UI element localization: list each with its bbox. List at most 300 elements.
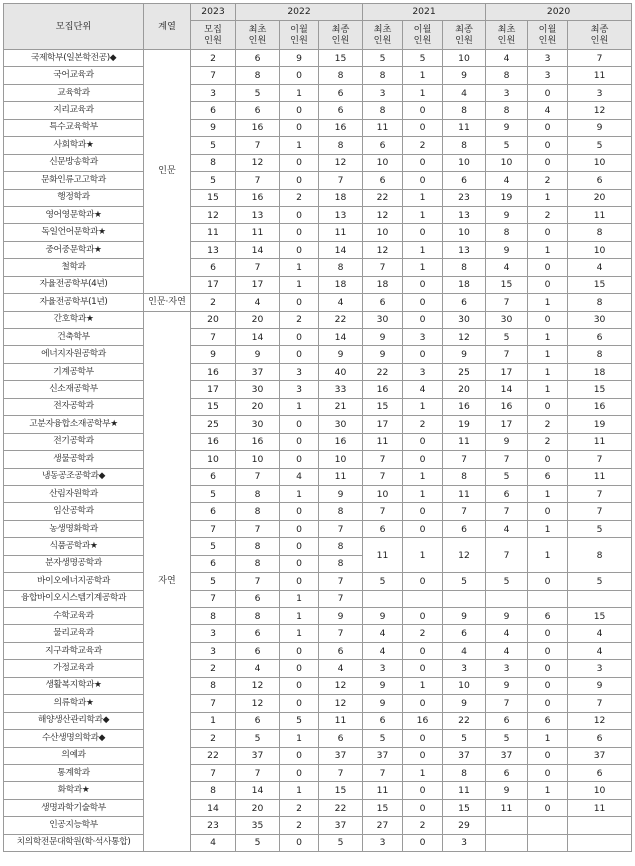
value-cell: 0 bbox=[403, 276, 443, 293]
value-cell: 40 bbox=[319, 363, 363, 380]
value-cell: 30 bbox=[363, 311, 403, 328]
value-cell: 7 bbox=[191, 67, 236, 84]
dept-name: 치의학전문대학원(학·석사통합) bbox=[4, 834, 144, 851]
value-cell: 4 bbox=[280, 468, 319, 485]
value-cell: 4 bbox=[486, 172, 528, 189]
value-cell: 4 bbox=[568, 625, 632, 642]
table-row bbox=[4, 660, 632, 677]
value-cell: 37 bbox=[236, 363, 280, 380]
value-cell: 16 bbox=[236, 189, 280, 206]
value-cell: 6 bbox=[236, 590, 280, 607]
value-cell: 1 bbox=[403, 468, 443, 485]
value-cell bbox=[528, 834, 568, 851]
value-cell: 2 bbox=[528, 416, 568, 433]
value-cell: 2 bbox=[280, 799, 319, 816]
value-cell: 8 bbox=[486, 102, 528, 119]
value-cell: 18 bbox=[363, 276, 403, 293]
header-final-2022: 최종 인원 bbox=[319, 21, 363, 50]
value-cell: 6 bbox=[443, 625, 486, 642]
value-cell: 8 bbox=[486, 67, 528, 84]
value-cell: 19 bbox=[568, 416, 632, 433]
value-cell: 17 bbox=[363, 416, 403, 433]
value-cell: 11 bbox=[319, 224, 363, 241]
value-cell: 30 bbox=[486, 311, 528, 328]
value-cell: 3 bbox=[403, 329, 443, 346]
dept-name: 바이오에너지공학과 bbox=[4, 573, 144, 590]
header-initial-2020: 최초 인원 bbox=[486, 21, 528, 50]
value-cell: 0 bbox=[403, 782, 443, 799]
table-row bbox=[4, 503, 632, 520]
table-row bbox=[4, 154, 632, 171]
value-cell: 7 bbox=[319, 625, 363, 642]
value-cell: 9 bbox=[443, 695, 486, 712]
table-row bbox=[4, 346, 632, 363]
value-cell: 4 bbox=[486, 259, 528, 276]
value-cell: 8 bbox=[486, 224, 528, 241]
value-cell: 15 bbox=[486, 276, 528, 293]
table-row bbox=[4, 433, 632, 450]
dept-name: 영어영문학과★ bbox=[4, 206, 144, 223]
value-cell: 6 bbox=[568, 730, 632, 747]
dept-name: 전자공학과 bbox=[4, 398, 144, 415]
value-cell: 2 bbox=[403, 416, 443, 433]
value-cell: 1 bbox=[528, 538, 568, 573]
value-cell: 3 bbox=[528, 67, 568, 84]
dept-name: 생물공학과 bbox=[4, 451, 144, 468]
value-cell: 1 bbox=[528, 346, 568, 363]
dept-name: 간호학과★ bbox=[4, 311, 144, 328]
value-cell: 0 bbox=[528, 276, 568, 293]
value-cell: 4 bbox=[486, 520, 528, 537]
value-cell: 0 bbox=[280, 294, 319, 311]
table-row bbox=[4, 642, 632, 659]
value-cell: 5 bbox=[486, 730, 528, 747]
value-cell: 11 bbox=[191, 224, 236, 241]
value-cell: 20 bbox=[236, 311, 280, 328]
value-cell: 0 bbox=[528, 84, 568, 101]
value-cell: 3 bbox=[191, 642, 236, 659]
value-cell: 10 bbox=[443, 50, 486, 67]
value-cell: 12 bbox=[236, 695, 280, 712]
value-cell: 10 bbox=[236, 451, 280, 468]
header-initial-2022: 최초 인원 bbox=[236, 21, 280, 50]
value-cell: 0 bbox=[280, 695, 319, 712]
value-cell: 11 bbox=[236, 224, 280, 241]
value-cell: 1 bbox=[280, 590, 319, 607]
header-final-2021: 최종 인원 bbox=[443, 21, 486, 50]
value-cell: 13 bbox=[319, 206, 363, 223]
value-cell: 4 bbox=[363, 642, 403, 659]
value-cell: 1 bbox=[528, 189, 568, 206]
value-cell: 11 bbox=[319, 712, 363, 729]
value-cell: 8 bbox=[319, 67, 363, 84]
value-cell: 12 bbox=[363, 206, 403, 223]
value-cell: 1 bbox=[403, 398, 443, 415]
value-cell: 8 bbox=[319, 503, 363, 520]
value-cell: 7 bbox=[486, 503, 528, 520]
value-cell: 3 bbox=[280, 363, 319, 380]
header-dept: 모집단위 bbox=[4, 4, 144, 50]
value-cell: 10 bbox=[363, 224, 403, 241]
value-cell: 5 bbox=[568, 137, 632, 154]
table-row bbox=[4, 276, 632, 293]
value-cell: 10 bbox=[443, 677, 486, 694]
value-cell: 11 bbox=[568, 468, 632, 485]
value-cell: 0 bbox=[280, 573, 319, 590]
dept-name: 중어중문학과★ bbox=[4, 241, 144, 258]
value-cell: 0 bbox=[403, 608, 443, 625]
value-cell: 10 bbox=[568, 154, 632, 171]
value-cell: 8 bbox=[236, 608, 280, 625]
value-cell: 0 bbox=[280, 747, 319, 764]
value-cell: 30 bbox=[443, 311, 486, 328]
value-cell: 11 bbox=[319, 468, 363, 485]
value-cell: 9 bbox=[191, 119, 236, 136]
value-cell: 5 bbox=[236, 84, 280, 101]
value-cell: 0 bbox=[403, 451, 443, 468]
table-row bbox=[4, 381, 632, 398]
value-cell: 0 bbox=[280, 67, 319, 84]
value-cell: 1 bbox=[403, 538, 443, 573]
table-row bbox=[4, 224, 632, 241]
value-cell: 1 bbox=[528, 294, 568, 311]
table-row bbox=[4, 834, 632, 851]
value-cell: 12 bbox=[568, 712, 632, 729]
table-row bbox=[4, 416, 632, 433]
table-row bbox=[4, 84, 632, 101]
value-cell: 1 bbox=[191, 712, 236, 729]
value-cell: 4 bbox=[319, 294, 363, 311]
value-cell: 7 bbox=[568, 503, 632, 520]
value-cell: 25 bbox=[443, 363, 486, 380]
dept-name: 생활복지학과★ bbox=[4, 677, 144, 694]
dept-name: 통계학과 bbox=[4, 764, 144, 781]
value-cell: 7 bbox=[319, 520, 363, 537]
dept-name: 행정학과 bbox=[4, 189, 144, 206]
value-cell: 16 bbox=[191, 433, 236, 450]
value-cell: 16 bbox=[319, 433, 363, 450]
value-cell: 15 bbox=[319, 782, 363, 799]
table-row bbox=[4, 259, 632, 276]
value-cell: 0 bbox=[528, 398, 568, 415]
value-cell: 8 bbox=[236, 503, 280, 520]
value-cell: 0 bbox=[528, 747, 568, 764]
value-cell: 4 bbox=[319, 660, 363, 677]
value-cell: 18 bbox=[443, 276, 486, 293]
value-cell: 2 bbox=[191, 660, 236, 677]
value-cell: 22 bbox=[363, 363, 403, 380]
value-cell: 7 bbox=[236, 520, 280, 537]
value-cell: 6 bbox=[319, 642, 363, 659]
table-row bbox=[4, 712, 632, 729]
dept-name: 냉동공조공학과◆ bbox=[4, 468, 144, 485]
value-cell: 37 bbox=[363, 747, 403, 764]
value-cell: 6 bbox=[191, 259, 236, 276]
value-cell: 7 bbox=[236, 259, 280, 276]
value-cell: 11 bbox=[443, 119, 486, 136]
value-cell: 3 bbox=[191, 84, 236, 101]
value-cell: 8 bbox=[568, 346, 632, 363]
value-cell: 22 bbox=[319, 799, 363, 816]
value-cell: 12 bbox=[319, 154, 363, 171]
dept-name: 신소재공학부 bbox=[4, 381, 144, 398]
header-year-2023: 2023 bbox=[191, 4, 236, 21]
header-initial-2021: 최초 인원 bbox=[363, 21, 403, 50]
value-cell: 6 bbox=[568, 172, 632, 189]
value-cell: 4 bbox=[568, 642, 632, 659]
value-cell: 10 bbox=[443, 154, 486, 171]
value-cell: 8 bbox=[236, 555, 280, 572]
value-cell: 4 bbox=[403, 381, 443, 398]
value-cell: 5 bbox=[363, 50, 403, 67]
value-cell: 5 bbox=[363, 573, 403, 590]
value-cell: 6 bbox=[443, 520, 486, 537]
value-cell: 3 bbox=[403, 363, 443, 380]
table-row bbox=[4, 137, 632, 154]
value-cell: 11 bbox=[568, 799, 632, 816]
value-cell: 5 bbox=[403, 50, 443, 67]
dept-name: 건축학부 bbox=[4, 329, 144, 346]
value-cell: 5 bbox=[486, 329, 528, 346]
value-cell: 6 bbox=[363, 294, 403, 311]
dept-name: 분자생명공학과 bbox=[4, 555, 144, 572]
dept-name: 산림자원학과 bbox=[4, 485, 144, 502]
value-cell: 16 bbox=[363, 381, 403, 398]
value-cell: 6 bbox=[443, 172, 486, 189]
value-cell: 4 bbox=[443, 84, 486, 101]
value-cell: 9 bbox=[486, 433, 528, 450]
value-cell: 4 bbox=[443, 642, 486, 659]
value-cell: 30 bbox=[236, 381, 280, 398]
category-cell: 인문 bbox=[144, 50, 191, 294]
value-cell: 20 bbox=[236, 398, 280, 415]
value-cell: 20 bbox=[568, 189, 632, 206]
value-cell: 7 bbox=[319, 764, 363, 781]
value-cell: 1 bbox=[280, 782, 319, 799]
value-cell: 15 bbox=[568, 381, 632, 398]
value-cell: 16 bbox=[236, 119, 280, 136]
value-cell: 1 bbox=[528, 485, 568, 502]
value-cell: 14 bbox=[319, 329, 363, 346]
value-cell: 16 bbox=[568, 398, 632, 415]
table-row bbox=[4, 538, 632, 555]
value-cell: 10 bbox=[363, 154, 403, 171]
value-cell: 19 bbox=[486, 189, 528, 206]
value-cell: 7 bbox=[191, 695, 236, 712]
value-cell: 8 bbox=[443, 468, 486, 485]
value-cell: 8 bbox=[319, 555, 363, 572]
value-cell: 5 bbox=[236, 730, 280, 747]
value-cell: 3 bbox=[568, 660, 632, 677]
value-cell: 8 bbox=[568, 224, 632, 241]
value-cell: 14 bbox=[236, 782, 280, 799]
value-cell: 12 bbox=[363, 241, 403, 258]
value-cell: 16 bbox=[191, 363, 236, 380]
value-cell: 7 bbox=[191, 520, 236, 537]
table-row bbox=[4, 67, 632, 84]
value-cell: 0 bbox=[280, 660, 319, 677]
dept-name: 지구과학교육과 bbox=[4, 642, 144, 659]
value-cell: 27 bbox=[363, 817, 403, 834]
value-cell: 0 bbox=[280, 206, 319, 223]
value-cell: 2 bbox=[191, 730, 236, 747]
value-cell: 16 bbox=[319, 119, 363, 136]
value-cell: 29 bbox=[443, 817, 486, 834]
value-cell: 20 bbox=[191, 311, 236, 328]
value-cell: 7 bbox=[568, 451, 632, 468]
value-cell: 10 bbox=[319, 451, 363, 468]
value-cell: 7 bbox=[443, 503, 486, 520]
value-cell: 11 bbox=[568, 67, 632, 84]
value-cell: 1 bbox=[528, 241, 568, 258]
value-cell: 8 bbox=[319, 137, 363, 154]
dept-name: 사회학과★ bbox=[4, 137, 144, 154]
value-cell: 7 bbox=[486, 538, 528, 573]
table-row bbox=[4, 608, 632, 625]
value-cell: 0 bbox=[528, 154, 568, 171]
value-cell: 14 bbox=[236, 241, 280, 258]
value-cell: 4 bbox=[363, 625, 403, 642]
dept-name: 화학과★ bbox=[4, 782, 144, 799]
value-cell: 8 bbox=[363, 67, 403, 84]
value-cell: 8 bbox=[319, 538, 363, 555]
value-cell: 9 bbox=[568, 677, 632, 694]
value-cell: 5 bbox=[191, 485, 236, 502]
value-cell: 30 bbox=[319, 416, 363, 433]
value-cell: 3 bbox=[363, 660, 403, 677]
value-cell: 9 bbox=[486, 119, 528, 136]
table-row bbox=[4, 817, 632, 834]
value-cell: 4 bbox=[486, 642, 528, 659]
table-row bbox=[4, 363, 632, 380]
value-cell: 0 bbox=[528, 503, 568, 520]
value-cell: 0 bbox=[280, 520, 319, 537]
value-cell: 8 bbox=[191, 608, 236, 625]
value-cell: 6 bbox=[486, 712, 528, 729]
value-cell: 5 bbox=[568, 573, 632, 590]
dept-name: 의류학과★ bbox=[4, 695, 144, 712]
value-cell bbox=[568, 834, 632, 851]
value-cell: 0 bbox=[403, 311, 443, 328]
dept-name: 식품공학과★ bbox=[4, 538, 144, 555]
value-cell: 6 bbox=[363, 172, 403, 189]
dept-name: 자율전공학부(1년) bbox=[4, 294, 144, 311]
value-cell: 22 bbox=[319, 311, 363, 328]
header-year-2022: 2022 bbox=[236, 4, 363, 21]
value-cell: 7 bbox=[363, 503, 403, 520]
value-cell: 6 bbox=[236, 625, 280, 642]
value-cell: 0 bbox=[528, 119, 568, 136]
value-cell: 15 bbox=[191, 189, 236, 206]
value-cell: 3 bbox=[528, 50, 568, 67]
value-cell: 2 bbox=[280, 189, 319, 206]
value-cell: 14 bbox=[486, 381, 528, 398]
value-cell: 7 bbox=[363, 451, 403, 468]
value-cell: 0 bbox=[528, 660, 568, 677]
value-cell: 7 bbox=[236, 764, 280, 781]
value-cell bbox=[443, 590, 486, 607]
value-cell: 12 bbox=[319, 695, 363, 712]
dept-name: 고분자융합소재공학부★ bbox=[4, 416, 144, 433]
value-cell: 6 bbox=[443, 294, 486, 311]
value-cell: 0 bbox=[528, 311, 568, 328]
value-cell: 7 bbox=[236, 137, 280, 154]
value-cell: 7 bbox=[191, 329, 236, 346]
value-cell bbox=[528, 817, 568, 834]
dept-name: 융합바이오시스템기계공학과 bbox=[4, 590, 144, 607]
value-cell: 9 bbox=[443, 346, 486, 363]
value-cell: 0 bbox=[280, 329, 319, 346]
value-cell: 0 bbox=[280, 538, 319, 555]
value-cell: 2 bbox=[280, 817, 319, 834]
value-cell: 0 bbox=[403, 520, 443, 537]
value-cell: 0 bbox=[280, 451, 319, 468]
value-cell: 5 bbox=[486, 573, 528, 590]
value-cell: 0 bbox=[403, 433, 443, 450]
value-cell: 7 bbox=[191, 764, 236, 781]
table-row bbox=[4, 677, 632, 694]
value-cell bbox=[363, 590, 403, 607]
value-cell: 2 bbox=[528, 206, 568, 223]
table-row bbox=[4, 189, 632, 206]
table-row bbox=[4, 730, 632, 747]
value-cell: 3 bbox=[568, 84, 632, 101]
header-carry-2021: 이월 인원 bbox=[403, 21, 443, 50]
value-cell: 0 bbox=[280, 677, 319, 694]
value-cell: 4 bbox=[236, 294, 280, 311]
value-cell: 8 bbox=[191, 154, 236, 171]
value-cell: 0 bbox=[280, 555, 319, 572]
value-cell: 2 bbox=[191, 294, 236, 311]
value-cell: 0 bbox=[403, 730, 443, 747]
header-category: 계열 bbox=[144, 4, 191, 50]
value-cell: 10 bbox=[568, 241, 632, 258]
value-cell: 20 bbox=[443, 381, 486, 398]
value-cell: 11 bbox=[443, 485, 486, 502]
value-cell bbox=[568, 817, 632, 834]
dept-name: 에너지자원공학과 bbox=[4, 346, 144, 363]
value-cell: 6 bbox=[363, 137, 403, 154]
table-row bbox=[4, 451, 632, 468]
value-cell: 1 bbox=[403, 764, 443, 781]
value-cell: 16 bbox=[403, 712, 443, 729]
value-cell: 5 bbox=[236, 834, 280, 851]
value-cell: 6 bbox=[191, 555, 236, 572]
value-cell: 37 bbox=[568, 747, 632, 764]
table-row bbox=[4, 102, 632, 119]
value-cell: 1 bbox=[280, 276, 319, 293]
value-cell: 6 bbox=[486, 764, 528, 781]
value-cell: 11 bbox=[363, 782, 403, 799]
value-cell bbox=[568, 590, 632, 607]
dept-name: 의예과 bbox=[4, 747, 144, 764]
value-cell: 7 bbox=[363, 259, 403, 276]
value-cell: 0 bbox=[403, 294, 443, 311]
value-cell: 9 bbox=[363, 346, 403, 363]
dept-name: 신문방송학과 bbox=[4, 154, 144, 171]
value-cell: 3 bbox=[443, 834, 486, 851]
value-cell: 6 bbox=[363, 712, 403, 729]
value-cell: 7 bbox=[191, 590, 236, 607]
value-cell: 37 bbox=[486, 747, 528, 764]
dept-name: 교육학과 bbox=[4, 84, 144, 101]
value-cell: 13 bbox=[443, 206, 486, 223]
value-cell: 0 bbox=[280, 834, 319, 851]
value-cell: 0 bbox=[528, 259, 568, 276]
category-cell: 자연 bbox=[144, 311, 191, 852]
value-cell: 1 bbox=[280, 730, 319, 747]
value-cell: 14 bbox=[236, 329, 280, 346]
